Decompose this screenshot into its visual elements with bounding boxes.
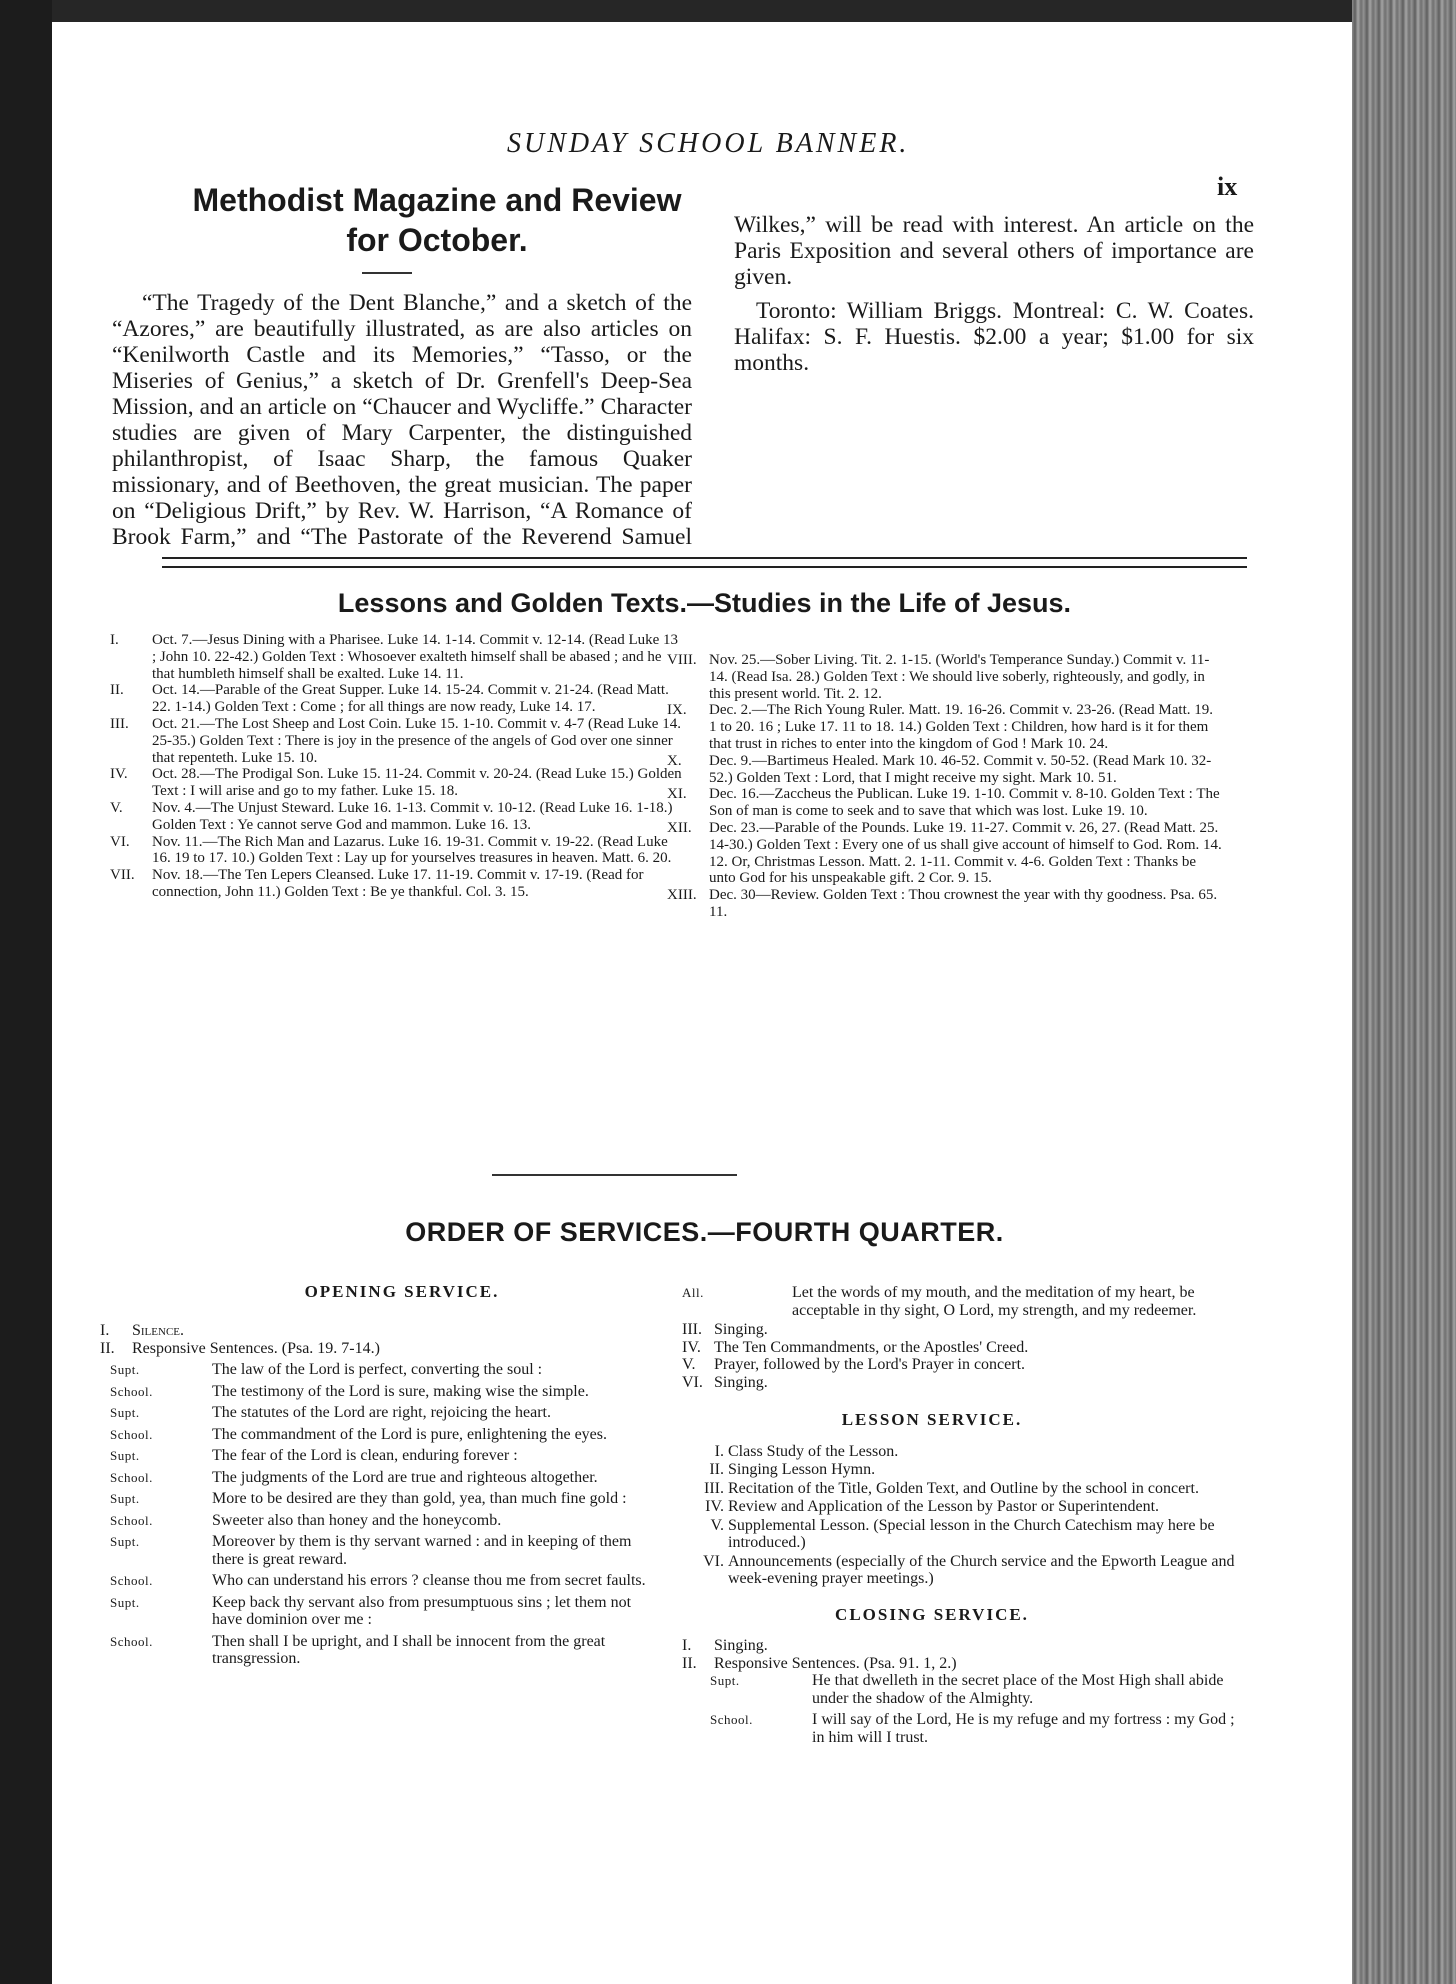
sentence-text: The commandment of the Lord is pure, enlightening the eyes. — [212, 1425, 607, 1443]
opening-item — [682, 1339, 1247, 1357]
sentence-text: The judgments of the Lord are true and righteous altogether. — [212, 1468, 598, 1486]
opening-responses — [100, 1361, 660, 1668]
lesson-service-item-number: IV. — [705, 1498, 724, 1515]
lesson-entry — [110, 766, 683, 800]
scan-border-left — [0, 0, 52, 1984]
responsive-sentence — [110, 1361, 660, 1379]
speaker-label: Supt. — [110, 1448, 140, 1463]
lesson-service-item — [682, 1480, 1247, 1498]
lesson-entry-number: IV. — [110, 766, 128, 783]
lesson-entry-text: Oct. 14.—Parable of the Great Supper. Luke 14. 15-24. Commit v. 21-24. (Read Matt. 22. 1-14.) Golden Text : Come ; for all things are now ready, Luke 14. 17. — [152, 682, 669, 716]
opening-item: II. Responsive Sentences. (Psa. 19. 7-14.) — [100, 1339, 380, 1357]
magazine-publishers: Toronto: William Briggs. Montreal: C. W. Coates. Halifax: S. F. Huestis. $2.00 a year; $1.00 for six months. — [734, 298, 1254, 376]
closing-item-text: Singing. — [714, 1637, 768, 1654]
responsive-sentence — [110, 1469, 660, 1487]
all-response: All. Let the words of my mouth, and the meditation of my heart, be acceptable in thy sight, O Lord, my strength, and my redeemer. — [682, 1284, 1197, 1319]
opening-item-text: Singing. — [714, 1373, 768, 1391]
sentence-text: Who can understand his errors ? cleanse thou me from secret faults. — [212, 1572, 646, 1589]
magazine-paragraph-left — [112, 290, 692, 550]
lesson-entry-number: VIII. — [667, 652, 697, 668]
lesson-entry-number: X. — [667, 752, 682, 769]
speaker-label: School. — [710, 1712, 753, 1727]
lesson-service-item — [682, 1553, 1247, 1588]
sentence-text: Then shall I be upright, and I shall be innocent from the great transgression. — [212, 1632, 606, 1667]
title-rule — [362, 272, 412, 274]
lesson-service-items — [682, 1443, 1247, 1588]
responsive-sentence — [110, 1426, 660, 1444]
lesson-entry-text: Nov. 4.—The Unjust Steward. Luke 16. 1-13. Commit v. 10-12. (Read Luke 16. 1-18.) Golden Text : Ye cannot serve God and mammon. Luke 16. 13. — [152, 799, 673, 833]
opening-item-number: V. — [682, 1356, 696, 1373]
lessons-heading: Lessons and Golden Texts.—Studies in the Life of Jesus. — [337, 588, 1072, 618]
scan-border-top — [0, 0, 1456, 22]
speaker-label: Supt. — [710, 1673, 740, 1688]
sentence-text: I will say of the Lord, He is my refuge and my fortress : my God ; in him will I trust. — [812, 1711, 1235, 1746]
sentence-text: The law of the Lord is perfect, converting the soul : — [212, 1361, 543, 1378]
lesson-entry — [667, 753, 1222, 787]
magazine-title-line1: Methodist Magazine and Review — [192, 182, 682, 218]
sentence-text: The testimony of the Lord is sure, making wise the simple. — [212, 1382, 589, 1400]
speaker-label: School. — [110, 1633, 153, 1649]
speaker-label: Supt. — [110, 1534, 140, 1549]
sentence-text: More to be desired are they than gold, yea, than much fine gold : — [212, 1490, 627, 1507]
opening-remaining-items — [682, 1321, 1247, 1391]
lesson-entry-text: Dec. 9.—Bartimeus Healed. Mark 10. 46-52. Commit v. 50-52. (Read Mark 10. 32-52.) Golden Text : Lord, that I might receive my sight. Mark 10. 51. — [709, 752, 1212, 786]
responsive-sentence — [110, 1594, 660, 1629]
lesson-entry-text: Dec. 23.—Parable of the Pounds. Luke 19. 11-27. Commit v. 26, 27. (Read Matt. 25. 14-30.) Golden Text : Every one of us shall give account of himself to God. Rom. 14. 12. Or, Christmas Lesson. Matt. 2. 1-11. Commit v. 4-6. Golden Text : Thanks be unto God for his unspeakable gift. 2 Cor. 9. 15. — [709, 819, 1222, 887]
lesson-service-item-number: VI. — [703, 1552, 724, 1570]
responsive-sentence — [110, 1447, 660, 1465]
closing-responses — [682, 1672, 1247, 1746]
lesson-entry — [667, 820, 1222, 887]
lesson-entry-number: V. — [110, 799, 123, 816]
opening-item — [682, 1321, 1247, 1339]
closing-service-items — [682, 1637, 1247, 1672]
closing-item-text: Responsive Sentences. (Psa. 91. 1, 2.) — [714, 1654, 957, 1672]
lesson-entry-text: Oct. 28.—The Prodigal Son. Luke 15. 11-24. Commit v. 20-24. (Read Luke 15.) Golden Text : I will arise and go to my father. Luke 15. 18. — [152, 766, 682, 800]
sentence-text: Sweeter also than honey and the honeycomb. — [212, 1511, 502, 1529]
lesson-entry — [667, 786, 1222, 820]
lessons-right-column — [667, 652, 1222, 921]
running-head: SUNDAY SCHOOL BANNER. — [507, 128, 910, 159]
lesson-service-item — [682, 1461, 1247, 1479]
lesson-entry — [667, 652, 1222, 702]
speaker-label: School. — [110, 1383, 153, 1399]
lesson-entry-text: Dec. 2.—The Rich Young Ruler. Matt. 19. 16-26. Commit v. 23-26. (Read Matt. 19. 1 to 20. 16 ; Luke 17. 11 to 18. 14.) Golden Text : Children, how hard is it for them that trust in riches to enter into the kingdom of God ! Mark 10. 24. — [709, 702, 1213, 752]
closing-service-heading: CLOSING SERVICE. — [835, 1604, 1029, 1624]
lesson-entry — [110, 867, 683, 901]
lesson-entry — [110, 716, 683, 766]
lesson-entry — [110, 682, 683, 716]
opening-item — [682, 1374, 1247, 1392]
opening-service-heading: OPENING SERVICE. — [304, 1282, 500, 1301]
lesson-service-item-text: Supplemental Lesson. (Special lesson in the Church Catechism may here be introduced.) — [728, 1516, 1215, 1551]
lesson-entry-number: XIII. — [667, 887, 697, 904]
speaker-label: Supt. — [110, 1594, 140, 1610]
lesson-service-item — [682, 1517, 1247, 1552]
responsive-sentence — [710, 1672, 1247, 1707]
opening-item-number: VI. — [682, 1373, 703, 1391]
opening-item-text: Singing. — [714, 1321, 768, 1338]
opening-item-number: IV. — [682, 1338, 701, 1356]
magazine-title-line2: for October. — [346, 222, 528, 258]
lesson-service-heading: LESSON SERVICE. — [841, 1410, 1023, 1429]
closing-item — [682, 1637, 1247, 1655]
lesson-service-item — [682, 1498, 1247, 1516]
opening-item-number: III. — [682, 1321, 702, 1338]
page — [52, 22, 1352, 1984]
lesson-entry-text: Oct. 21.—The Lost Sheep and Lost Coin. Luke 15. 1-10. Commit v. 4-7 (Read Luke 14. 25-35.) Golden Text : There is joy in the presence of the angels of God over one sinner that repenteth. Luke 15. 10. — [152, 715, 681, 766]
responsive-sentence — [110, 1533, 660, 1568]
lesson-entry-number: I. — [110, 632, 119, 648]
responsive-sentence — [110, 1572, 660, 1590]
speaker-label: Supt. — [110, 1405, 140, 1420]
lesson-service-item-text: Announcements (especially of the Church service and the Epworth League and week-evening prayer meetings.) — [728, 1552, 1235, 1587]
speaker-label: Supt. — [110, 1491, 140, 1506]
lesson-entry-number: IX. — [667, 702, 687, 719]
lesson-entry-text: Nov. 25.—Sober Living. Tit. 2. 1-15. (World's Temperance Sunday.) Commit v. 11-14. (Read Isa. 28.) Golden Text : We should live soberly, righteously, and godly, in this present world. Tit. 2. 12. — [709, 652, 1210, 702]
lesson-entry-number: VI. — [110, 833, 130, 850]
sentence-text: Keep back thy servant also from presumptuous sins ; let them not have dominion over me : — [212, 1593, 632, 1628]
responsive-sentence — [110, 1512, 660, 1530]
lesson-entry-text: Oct. 7.—Jesus Dining with a Pharisee. Luke 14. 1-14. Commit v. 12-14. (Read Luke 13 ; John 10. 22-42.) Golden Text : Whosoever exalteth himself shall be abased ; and he that humbleth himself shall be exalted. Luke 14. 11. — [152, 632, 679, 682]
lesson-entry-text: Dec. 30—Review. Golden Text : Thou crownest the year with thy goodness. Psa. 65. 11. — [709, 887, 1218, 920]
lesson-service-item-text: Review and Application of the Lesson by Pastor or Superintendent. — [728, 1498, 1160, 1515]
opening-service-right-column — [682, 1284, 1247, 1750]
section-double-rule — [162, 557, 1247, 568]
lesson-entry — [667, 887, 1222, 921]
magazine-paragraph: “The Tragedy of the Dent Blanche,” and a sketch of the “Azores,” are beautifully illustrated, as are also articles on “Kenilworth Castle and its Memories,” “Tasso, or the Miseries of Genius,” a sketch of Dr. Grenfell's Deep-Sea Mission, and an article on “Chaucer and Wycliffe.” Character studies are given of Mary Carpenter, the distinguished philanthropist, of Isaac Sharp, the famous Quaker missionary, and of Beethoven, the great musician. The paper on “Deligious Drift,” by Rev. W. Harrison, “A Romance of Brook Farm,” and “The Pastorate of the Reverend Samuel — [112, 290, 692, 550]
lesson-service-item-number: I. — [714, 1442, 724, 1460]
lesson-entry — [110, 632, 683, 682]
speaker-label: School. — [110, 1573, 153, 1588]
lesson-entry-text: Nov. 18.—The Ten Lepers Cleansed. Luke 17. 11-19. Commit v. 17-19. (Read for connection, John 11.) Golden Text : Be ye thankful. Col. 3. 15. — [152, 867, 644, 900]
page-number: ix — [1217, 172, 1238, 201]
lesson-entry — [110, 800, 683, 834]
opening-service-column — [100, 1322, 660, 1672]
lesson-service-item-number: V. — [710, 1516, 724, 1534]
lesson-entry — [110, 834, 683, 868]
lesson-entry-text: Nov. 11.—The Rich Man and Lazarus. Luke 16. 19-31. Commit v. 19-22. (Read Luke 16. 19 to 17. 10.) Golden Text : Lay up for yourselves treasures in heaven. Matt. 6. 20. — [152, 833, 672, 867]
lesson-entry-number: III. — [110, 715, 129, 732]
lesson-service-item — [682, 1443, 1247, 1461]
responsive-sentence — [110, 1633, 660, 1668]
lesson-service-item-number: II. — [709, 1461, 724, 1478]
sentence-text: The fear of the Lord is clean, enduring forever : — [212, 1447, 518, 1464]
speaker-label: Supt. — [110, 1362, 140, 1377]
closing-item — [682, 1655, 1247, 1673]
responsive-sentence — [110, 1383, 660, 1401]
responsive-sentence — [110, 1490, 660, 1508]
lessons-left-column — [110, 632, 683, 901]
lesson-entry-number: VII. — [110, 867, 135, 884]
sentence-text: He that dwelleth in the secret place of the Most High shall abide under the shadow of the Almighty. — [812, 1672, 1224, 1707]
magazine-paragraph-continued: Wilkes,” will be read with interest. An article on the Paris Exposition and several others of importance are given. — [734, 212, 1254, 290]
speaker-label: School. — [110, 1512, 153, 1528]
sentence-text: Moreover by them is thy servant warned : and in keeping of them there is great reward. — [212, 1533, 632, 1568]
opening-item-text: Prayer, followed by the Lord's Prayer in concert. — [714, 1356, 1026, 1373]
speaker-label: School. — [110, 1469, 153, 1485]
opening-item — [682, 1356, 1247, 1374]
lesson-service-item-text: Recitation of the Title, Golden Text, and Outline by the school in concert. — [728, 1479, 1199, 1497]
lesson-entry-number: XII. — [667, 819, 692, 836]
responsive-sentence — [110, 1404, 660, 1422]
closing-item-number: II. — [682, 1654, 697, 1672]
lesson-entry — [667, 702, 1222, 752]
magazine-paragraph-right — [734, 212, 1254, 462]
lesson-entry-number: II. — [110, 682, 124, 699]
lesson-service-item-number: III. — [704, 1479, 724, 1497]
book-page-edges — [1352, 0, 1456, 1984]
closing-item-number: I. — [682, 1637, 692, 1654]
lesson-service-item-text: Class Study of the Lesson. — [728, 1442, 899, 1460]
opening-item: I. Silence. — [100, 1322, 184, 1339]
lesson-service-item-text: Singing Lesson Hymn. — [728, 1461, 876, 1478]
lesson-entry-text: Dec. 16.—Zaccheus the Publican. Luke 19. 1-10. Commit v. 8-10. Golden Text : The Son of man is come to seek and to save that which was lost. Luke 19. 10. — [709, 786, 1220, 820]
opening-item-text: The Ten Commandments, or the Apostles' Creed. — [714, 1338, 1029, 1356]
sentence-text: The statutes of the Lord are right, rejoicing the heart. — [212, 1404, 551, 1421]
section-rule — [492, 1174, 737, 1176]
lesson-entry-number: XI. — [667, 786, 687, 803]
speaker-label: School. — [110, 1426, 153, 1442]
responsive-sentence — [710, 1711, 1247, 1746]
order-of-services-heading: ORDER OF SERVICES.—FOURTH QUARTER. — [405, 1217, 1004, 1247]
